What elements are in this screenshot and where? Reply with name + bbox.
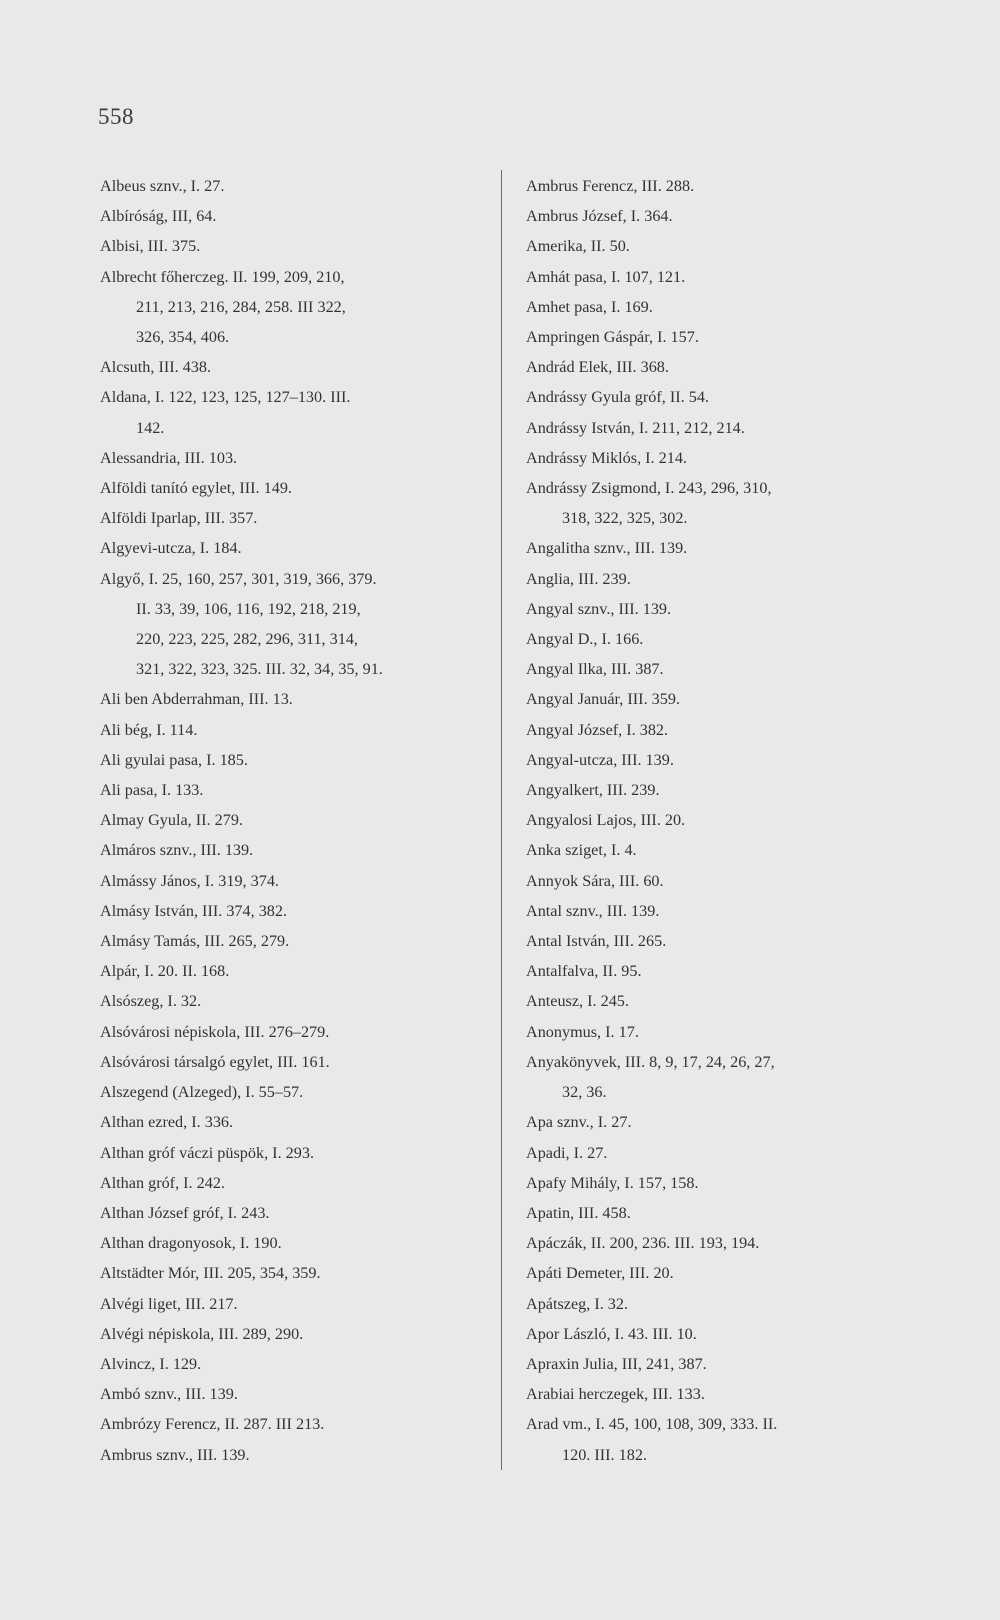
index-entry bbox=[526, 473, 916, 533]
index-entry-line: Apáti Demeter, III. 20. bbox=[526, 1264, 674, 1283]
index-entry bbox=[526, 564, 916, 594]
index-entry bbox=[526, 866, 916, 896]
index-entry-line: Amhet pasa, I. 169. bbox=[526, 297, 653, 316]
index-entry bbox=[100, 1077, 480, 1107]
index-entry-line: Ali ben Abderrahman, III. 13. bbox=[100, 690, 293, 709]
index-entry bbox=[100, 473, 480, 503]
index-entry-line: Apafy Mihály, I. 157, 158. bbox=[526, 1173, 699, 1192]
index-entry-line: Ambó sznv., III. 139. bbox=[100, 1385, 238, 1404]
index-entry bbox=[526, 1138, 916, 1168]
index-entry bbox=[100, 1047, 480, 1077]
index-entry bbox=[526, 231, 916, 261]
index-entry bbox=[100, 503, 480, 533]
index-entry bbox=[100, 382, 480, 442]
index-entry bbox=[526, 443, 916, 473]
index-entry bbox=[100, 533, 480, 563]
index-entry bbox=[526, 1379, 916, 1409]
index-entry-line: Anyakönyvek, III. 8, 9, 17, 24, 26, 27, bbox=[526, 1052, 775, 1071]
index-entry-line: Ali gyulai pasa, I. 185. bbox=[100, 750, 248, 769]
index-entry-line: Algyevi-utcza, I. 184. bbox=[100, 539, 242, 558]
index-entry bbox=[526, 1198, 916, 1228]
index-entry-line: Antal sznv., III. 139. bbox=[526, 901, 660, 920]
index-entry-line: Angyal Január, III. 359. bbox=[526, 690, 680, 709]
index-entry-line: Andrássy Miklós, I. 214. bbox=[526, 448, 687, 467]
index-entry-line: Alsóvárosi társalgó egylet, III. 161. bbox=[100, 1052, 330, 1071]
index-entry bbox=[100, 1138, 480, 1168]
index-entry bbox=[100, 1440, 480, 1470]
index-entry-line: Albíróság, III, 64. bbox=[100, 207, 217, 226]
index-entry bbox=[100, 1168, 480, 1198]
index-entry bbox=[100, 1409, 480, 1439]
index-entry-line: Ali bég, I. 114. bbox=[100, 720, 198, 739]
index-entry bbox=[526, 684, 916, 714]
index-entry-line: Anonymus, I. 17. bbox=[526, 1022, 639, 1041]
index-entry bbox=[100, 745, 480, 775]
index-entry-continuation: 32, 36. bbox=[562, 1083, 607, 1102]
index-entry-line: Ambrus sznv., III. 139. bbox=[100, 1445, 250, 1464]
index-entry-line: Angyal sznv., III. 139. bbox=[526, 599, 672, 618]
index-entry-line: Alessandria, III. 103. bbox=[100, 448, 238, 467]
index-entry-line: Albrecht főherczeg. II. 199, 209, 210, bbox=[100, 267, 345, 286]
index-entry-line: Ambrus József, I. 364. bbox=[526, 207, 673, 226]
index-entry bbox=[100, 684, 480, 714]
index-entry-line: Althan dragonyosok, I. 190. bbox=[100, 1234, 282, 1253]
index-entry bbox=[526, 382, 916, 412]
index-entry-line: Angyalkert, III. 239. bbox=[526, 781, 660, 800]
index-entry bbox=[526, 956, 916, 986]
index-entry-line: Apátszeg, I. 32. bbox=[526, 1294, 629, 1313]
index-entry-line: Amerika, II. 50. bbox=[526, 237, 630, 256]
index-entry bbox=[526, 352, 916, 382]
index-entry-line: Alcsuth, III. 438. bbox=[100, 358, 212, 377]
index-entry bbox=[100, 352, 480, 382]
index-entry-line: Anka sziget, I. 4. bbox=[526, 841, 637, 860]
index-entry bbox=[100, 443, 480, 473]
index-entry-line: Apraxin Julia, III, 241, 387. bbox=[526, 1354, 707, 1373]
index-entry bbox=[526, 1168, 916, 1198]
index-entry-line: Althan gróf váczi püspök, I. 293. bbox=[100, 1143, 314, 1162]
index-entry bbox=[100, 1349, 480, 1379]
index-entry bbox=[526, 1017, 916, 1047]
index-entry-continuation: 142. bbox=[136, 418, 165, 437]
index-entry-continuation: 211, 213, 216, 284, 258. III 322, bbox=[136, 297, 346, 316]
index-entry-line: Althan József gróf, I. 243. bbox=[100, 1203, 270, 1222]
index-entry bbox=[100, 1228, 480, 1258]
index-column-right bbox=[526, 171, 916, 1470]
index-entry bbox=[526, 805, 916, 835]
index-entry-line: Ampringen Gáspár, I. 157. bbox=[526, 328, 699, 347]
index-entry bbox=[526, 1319, 916, 1349]
index-entry-line: Arad vm., I. 45, 100, 108, 309, 333. II. bbox=[526, 1415, 778, 1434]
index-entry-line: Alföldi tanító egylet, III. 149. bbox=[100, 479, 292, 498]
index-entry bbox=[526, 594, 916, 624]
index-entry bbox=[100, 1379, 480, 1409]
index-entry bbox=[526, 896, 916, 926]
index-entry bbox=[526, 171, 916, 201]
index-entry bbox=[100, 1319, 480, 1349]
index-entry-line: Aldana, I. 122, 123, 125, 127–130. III. bbox=[100, 388, 351, 407]
index-entry-line: Algyő, I. 25, 160, 257, 301, 319, 366, 379. bbox=[100, 569, 377, 588]
index-entry bbox=[100, 986, 480, 1016]
index-entry-line: Apa sznv., I. 27. bbox=[526, 1113, 632, 1132]
index-entry bbox=[100, 775, 480, 805]
index-entry bbox=[100, 1198, 480, 1228]
index-entry-line: Althan gróf, I. 242. bbox=[100, 1173, 225, 1192]
index-entry bbox=[526, 1107, 916, 1137]
index-entry-line: Apáczák, II. 200, 236. III. 193, 194. bbox=[526, 1234, 760, 1253]
index-entry-line: Angyal-utcza, III. 139. bbox=[526, 750, 674, 769]
index-entry bbox=[526, 745, 916, 775]
index-entry-line: Albisi, III. 375. bbox=[100, 237, 201, 256]
index-entry-line: Ambrózy Ferencz, II. 287. III 213. bbox=[100, 1415, 325, 1434]
index-entry-line: Almássy János, I. 319, 374. bbox=[100, 871, 279, 890]
column-divider bbox=[501, 170, 502, 1470]
index-entry-line: Apatin, III. 458. bbox=[526, 1203, 631, 1222]
index-entry-line: Ambrus Ferencz, III. 288. bbox=[526, 177, 695, 195]
index-entry bbox=[100, 1107, 480, 1137]
index-entry-line: Alvincz, I. 129. bbox=[100, 1354, 202, 1373]
index-entry-line: Apor László, I. 43. III. 10. bbox=[526, 1324, 697, 1343]
index-entry-line: Alpár, I. 20. II. 168. bbox=[100, 962, 230, 981]
index-entry bbox=[526, 322, 916, 352]
index-entry bbox=[526, 835, 916, 865]
index-entry bbox=[526, 1258, 916, 1288]
index-entry-line: Albeus sznv., I. 27. bbox=[100, 177, 225, 195]
index-entry bbox=[526, 201, 916, 231]
index-entry-line: Annyok Sára, III. 60. bbox=[526, 871, 664, 890]
index-entry-line: Apadi, I. 27. bbox=[526, 1143, 608, 1162]
index-entry-line: Andrássy Gyula gróf, II. 54. bbox=[526, 388, 709, 407]
index-entry-line: Almásy Tamás, III. 265, 279. bbox=[100, 932, 290, 951]
index-entry bbox=[100, 1289, 480, 1319]
index-entry-line: Almáros sznv., III. 139. bbox=[100, 841, 254, 860]
index-entry bbox=[526, 986, 916, 1016]
index-entry bbox=[526, 1228, 916, 1258]
index-entry bbox=[526, 1289, 916, 1319]
index-entry bbox=[100, 835, 480, 865]
index-entry-continuation: 120. III. 182. bbox=[562, 1445, 647, 1464]
index-entry bbox=[100, 201, 480, 231]
index-entry-line: Angalitha sznv., III. 139. bbox=[526, 539, 688, 558]
index-entry-line: Amhát pasa, I. 107, 121. bbox=[526, 267, 686, 286]
index-entry-continuation: 321, 322, 323, 325. III. 32, 34, 35, 91. bbox=[136, 660, 383, 679]
index-column-left bbox=[100, 171, 480, 1470]
index-entry-line: Alszegend (Alzeged), I. 55–57. bbox=[100, 1083, 304, 1102]
index-entry-line: Andrássy István, I. 211, 212, 214. bbox=[526, 418, 745, 437]
index-entry-line: Alföldi Iparlap, III. 357. bbox=[100, 509, 258, 528]
index-entry bbox=[526, 775, 916, 805]
index-entry bbox=[100, 956, 480, 986]
index-entry-line: Almay Gyula, II. 279. bbox=[100, 811, 243, 830]
index-entry-line: Altstädter Mór, III. 205, 354, 359. bbox=[100, 1264, 321, 1283]
index-entry-line: Anglia, III. 239. bbox=[526, 569, 631, 588]
index-entry bbox=[526, 624, 916, 654]
index-entry-line: Andrássy Zsigmond, I. 243, 296, 310, bbox=[526, 479, 772, 498]
index-entry-continuation: 220, 223, 225, 282, 296, 311, 314, bbox=[136, 630, 358, 649]
index-entry-line: Angyalosi Lajos, III. 20. bbox=[526, 811, 686, 830]
index-entry-line: Ali pasa, I. 133. bbox=[100, 781, 204, 800]
index-entry bbox=[526, 654, 916, 684]
index-entry-line: Andrád Elek, III. 368. bbox=[526, 358, 669, 377]
index-entry bbox=[526, 413, 916, 443]
index-entry-line: Almásy István, III. 374, 382. bbox=[100, 901, 288, 920]
index-entry-line: Arabiai herczegek, III. 133. bbox=[526, 1385, 705, 1404]
index-entry bbox=[526, 715, 916, 745]
index-entry bbox=[100, 564, 480, 685]
index-entry-line: Alvégi népiskola, III. 289, 290. bbox=[100, 1324, 304, 1343]
index-entry-line: Antal István, III. 265. bbox=[526, 932, 667, 951]
index-entry bbox=[100, 1258, 480, 1288]
index-entry-line: Alvégi liget, III. 217. bbox=[100, 1294, 238, 1313]
index-entry bbox=[526, 926, 916, 956]
index-entry bbox=[526, 1047, 916, 1107]
index-entry bbox=[526, 1409, 916, 1469]
index-entry-line: Angyal Ilka, III. 387. bbox=[526, 660, 664, 679]
index-entry bbox=[100, 1017, 480, 1047]
index-entry bbox=[100, 896, 480, 926]
index-entry-line: Angyal D., I. 166. bbox=[526, 630, 644, 649]
index-entry bbox=[100, 715, 480, 745]
index-entry bbox=[100, 171, 480, 201]
index-entry bbox=[526, 1349, 916, 1379]
index-entry-line: Angyal József, I. 382. bbox=[526, 720, 669, 739]
index-entry-line: Alsóvárosi népiskola, III. 276–279. bbox=[100, 1022, 330, 1041]
index-entry bbox=[100, 926, 480, 956]
index-entry bbox=[526, 292, 916, 322]
index-entry-line: Anteusz, I. 245. bbox=[526, 992, 629, 1011]
index-entry bbox=[100, 805, 480, 835]
page-number: 558 bbox=[98, 104, 134, 129]
index-entry bbox=[100, 866, 480, 896]
index-entry bbox=[100, 231, 480, 261]
index-entry bbox=[100, 262, 480, 353]
index-entry-continuation: 318, 322, 325, 302. bbox=[562, 509, 688, 528]
index-entry bbox=[526, 262, 916, 292]
index-entry-continuation: 326, 354, 406. bbox=[136, 328, 230, 347]
index-entry-line: Althan ezred, I. 336. bbox=[100, 1113, 234, 1132]
index-entry-continuation: II. 33, 39, 106, 116, 192, 218, 219, bbox=[136, 599, 361, 618]
index-entry-line: Antalfalva, II. 95. bbox=[526, 962, 642, 981]
index-entry-line: Alsószeg, I. 32. bbox=[100, 992, 202, 1011]
index-entry bbox=[526, 533, 916, 563]
